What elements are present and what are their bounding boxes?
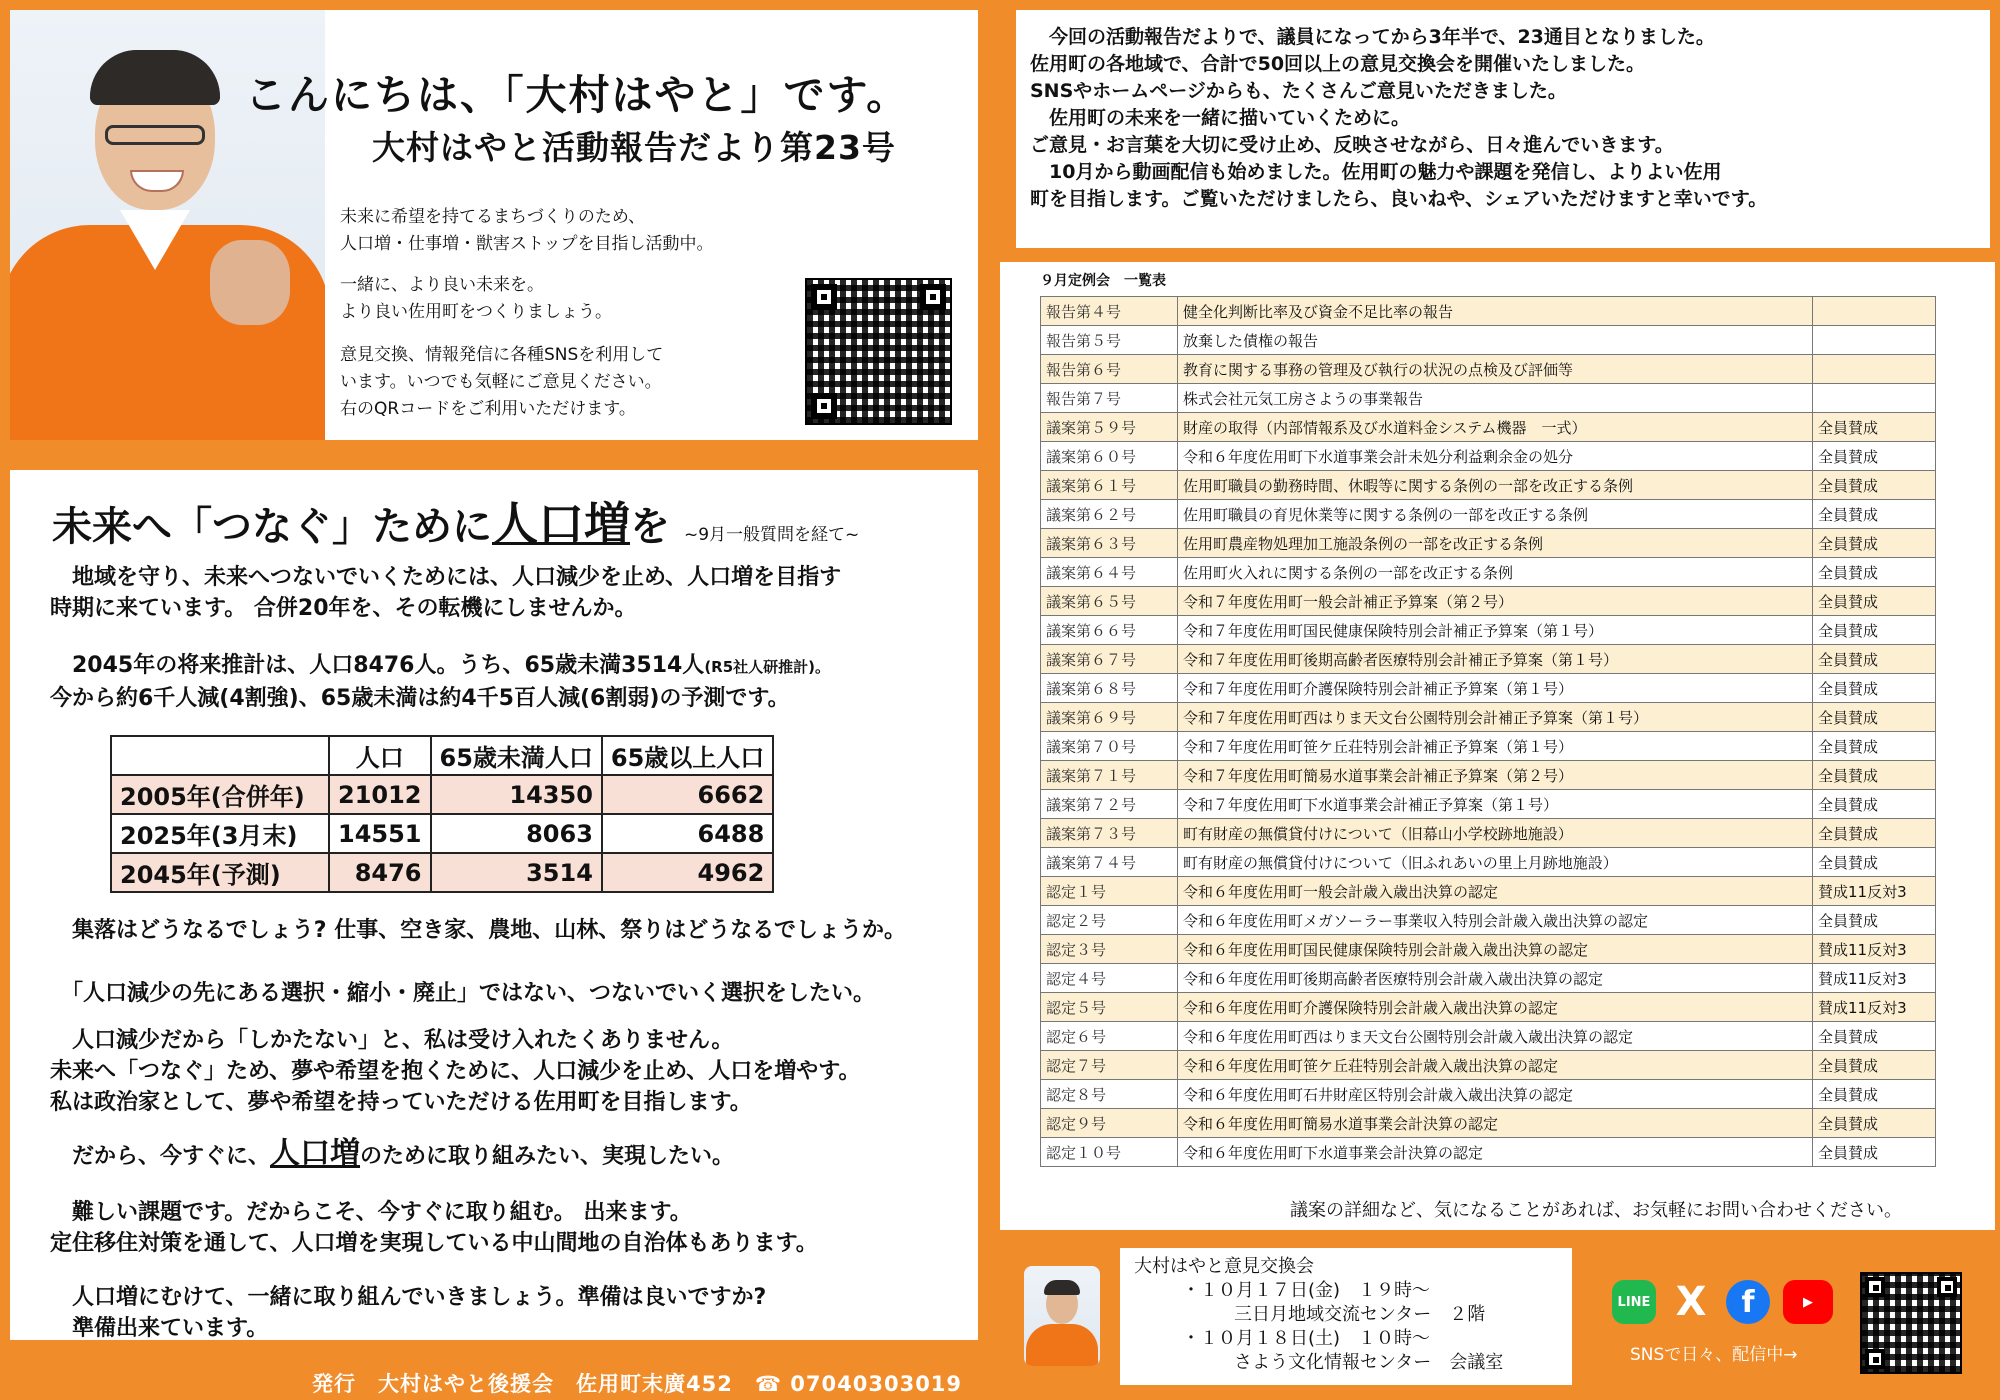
line-icon[interactable]: LINE <box>1612 1280 1656 1324</box>
agenda-item-title: 令和６年度佐用町一般会計歳入歳出決算の認定 <box>1178 877 1813 906</box>
agenda-item-title: 令和７年度佐用町介護保険特別会計補正予算案（第１号） <box>1178 674 1813 703</box>
agenda-item-title: 令和６年度佐用町後期高齢者医療特別会計歳入歳出決算の認定 <box>1178 964 1813 993</box>
agenda-item-result <box>1813 297 1936 326</box>
article-paragraph: 難しい課題です。だからこそ、今すぐに取り組む。 出来ます。 定住移住対策を通して、人口増を実現している中山間地の自治体もあります。 <box>50 1200 818 1256</box>
agenda-item-number: 認定７号 <box>1041 1051 1178 1080</box>
agenda-item-result: 全員賛成 <box>1813 674 1936 703</box>
agenda-item-result: 全員賛成 <box>1813 442 1936 471</box>
agenda-item-number: 認定９号 <box>1041 1109 1178 1138</box>
agenda-row <box>1041 645 1936 674</box>
agenda-item-title: 財産の取得（内部情報系及び水道料金システム機器 一式） <box>1178 413 1813 442</box>
agenda-item-number: 議案第６８号 <box>1041 674 1178 703</box>
agenda-item-number: 議案第７０号 <box>1041 732 1178 761</box>
x-icon[interactable]: X <box>1675 1279 1707 1325</box>
agenda-row <box>1041 558 1936 587</box>
agenda-item-title: 令和６年度佐用町下水道事業会計決算の認定 <box>1178 1138 1813 1167</box>
qr-code-icon[interactable] <box>805 278 952 425</box>
agenda-row <box>1041 1051 1936 1080</box>
agenda-item-title: 令和７年度佐用町下水道事業会計補正予算案（第１号） <box>1178 790 1813 819</box>
agenda-row <box>1041 1138 1936 1167</box>
agenda-item-number: 報告第５号 <box>1041 326 1178 355</box>
agenda-item-result: 全員賛成 <box>1813 471 1936 500</box>
agenda-row <box>1041 1080 1936 1109</box>
greeting-text-1: 未来に希望を持てるまちづくりのため、 人口増・仕事増・獣害ストップを目指し活動中。 <box>340 207 714 254</box>
footer-publisher: 発行 大村はやと後援会 佐用町末廣452 ☎ 07040303019 <box>312 1372 963 1396</box>
agenda-item-number: 認定４号 <box>1041 964 1178 993</box>
agenda-row <box>1041 674 1936 703</box>
agenda-item-result: 全員賛成 <box>1813 906 1936 935</box>
agenda-item-number: 認定２号 <box>1041 906 1178 935</box>
agenda-item-result: 全員賛成 <box>1813 616 1936 645</box>
agenda-item-title: 令和６年度佐用町介護保険特別会計歳入歳出決算の認定 <box>1178 993 1813 1022</box>
agenda-item-title: 令和７年度佐用町笹ケ丘荘特別会計補正予算案（第１号） <box>1178 732 1813 761</box>
agenda-item-result <box>1813 355 1936 384</box>
agenda-item-result: 賛成11反対3 <box>1813 993 1936 1022</box>
event-date-1: ・１０月１７日(金) １９時～ <box>1182 1280 1431 1301</box>
agenda-item-result: 全員賛成 <box>1813 761 1936 790</box>
agenda-item-number: 認定１０号 <box>1041 1138 1178 1167</box>
agenda-panel <box>1000 262 1995 1230</box>
agenda-item-result: 全員賛成 <box>1813 848 1936 877</box>
agenda-item-result: 賛成11反対3 <box>1813 935 1936 964</box>
agenda-row <box>1041 703 1936 732</box>
population-table <box>110 735 774 893</box>
greeting-text-2: 一緒に、より良い未来を。 より良い佐用町をつくりましょう。 <box>340 275 612 322</box>
agenda-item-result: 全員賛成 <box>1813 703 1936 732</box>
agenda-item-title: 町有財産の無償貸付けについて（旧ふれあいの里上月跡地施設） <box>1178 848 1813 877</box>
agenda-item-number: 報告第６号 <box>1041 355 1178 384</box>
agenda-item-title: 令和７年度佐用町西はりま天文台公園特別会計補正予算案（第１号） <box>1178 703 1813 732</box>
agenda-item-title: 健全化判断比率及び資金不足比率の報告 <box>1178 297 1813 326</box>
event-title: 大村はやと意見交換会 <box>1134 1256 1314 1277</box>
article-panel <box>10 470 978 1340</box>
agenda-item-title: 令和７年度佐用町一般会計補正予算案（第２号） <box>1178 587 1813 616</box>
article-paragraph: だから、今すぐに、人口増のために取り組みたい、実現したい。 <box>50 1136 735 1171</box>
agenda-row <box>1041 326 1936 355</box>
agenda-row <box>1041 1022 1936 1051</box>
agenda-item-title: 令和７年度佐用町後期高齢者医療特別会計補正予算案（第１号） <box>1178 645 1813 674</box>
greeting-text-3: 意見交換、情報発信に各種SNSを利用して います。いつでも気軽にご意見ください。 右のQRコードをご利用いただけます。 <box>340 345 664 419</box>
agenda-row <box>1041 906 1936 935</box>
event-panel <box>1120 1248 1572 1385</box>
agenda-item-number: 報告第７号 <box>1041 384 1178 413</box>
agenda-row <box>1041 442 1936 471</box>
agenda-item-number: 認定５号 <box>1041 993 1178 1022</box>
agenda-item-title: 令和６年度佐用町下水道事業会計未処分利益剰余金の処分 <box>1178 442 1813 471</box>
article-paragraph: 「人口減少の先にある選択・縮小・廃止」ではない、つないでいく選択をしたい。 <box>50 981 876 1006</box>
agenda-item-title: 教育に関する事務の管理及び執行の状況の点検及び評価等 <box>1178 355 1813 384</box>
event-venue-2: さよう文化情報センター 会議室 <box>1234 1352 1504 1373</box>
agenda-item-number: 議案第６４号 <box>1041 558 1178 587</box>
agenda-item-number: 認定６号 <box>1041 1022 1178 1051</box>
agenda-item-number: 議案第６２号 <box>1041 500 1178 529</box>
agenda-item-number: 議案第６５号 <box>1041 587 1178 616</box>
agenda-item-result: 全員賛成 <box>1813 500 1936 529</box>
table-header: 65歳未満人口 <box>431 736 602 775</box>
agenda-row <box>1041 500 1936 529</box>
agenda-row <box>1041 819 1936 848</box>
table-header: 人口 <box>329 736 431 775</box>
agenda-item-number: 議案第６０号 <box>1041 442 1178 471</box>
agenda-item-number: 議案第７１号 <box>1041 761 1178 790</box>
agenda-item-number: 認定８号 <box>1041 1080 1178 1109</box>
sns-qr-code-icon[interactable] <box>1860 1272 1962 1374</box>
agenda-item-result <box>1813 384 1936 413</box>
candidate-thumbnail <box>1024 1266 1100 1366</box>
agenda-item-result: 全員賛成 <box>1813 1022 1936 1051</box>
agenda-item-number: 議案第６１号 <box>1041 471 1178 500</box>
agenda-item-result: 全員賛成 <box>1813 732 1936 761</box>
agenda-item-result <box>1813 326 1936 355</box>
agenda-item-title: 佐用町火入れに関する条例の一部を改正する条例 <box>1178 558 1813 587</box>
agenda-item-number: 報告第４号 <box>1041 297 1178 326</box>
greeting-panel <box>10 10 978 440</box>
youtube-icon[interactable]: ▶ <box>1783 1280 1833 1324</box>
agenda-row <box>1041 413 1936 442</box>
agenda-item-title: 令和６年度佐用町笹ケ丘荘特別会計歳入歳出決算の認定 <box>1178 1051 1813 1080</box>
message-panel <box>1016 10 1990 248</box>
newsletter-subtitle: 大村はやと活動報告だより第23号 <box>372 128 896 167</box>
agenda-row <box>1041 848 1936 877</box>
agenda-row <box>1041 384 1936 413</box>
agenda-row <box>1041 1109 1936 1138</box>
agenda-row <box>1041 790 1936 819</box>
sns-caption: SNSで日々、配信中→ <box>1630 1345 1798 1365</box>
agenda-item-number: 議案第６７号 <box>1041 645 1178 674</box>
agenda-row <box>1041 877 1936 906</box>
agenda-item-title: 株式会社元気工房さようの事業報告 <box>1178 384 1813 413</box>
article-paragraph: 人口減少だから「しかたない」と、私は受け入れたくありません。 未来へ「つなぐ」ため、夢や希望を抱くために、人口減少を止め、人口を増やす。 私は政治家として、夢や希望を持っていただける佐用町を目指します。 <box>50 1028 861 1115</box>
agenda-item-number: 認定１号 <box>1041 877 1178 906</box>
agenda-item-result: 全員賛成 <box>1813 1051 1936 1080</box>
agenda-item-result: 全員賛成 <box>1813 819 1936 848</box>
agenda-item-number: 議案第７２号 <box>1041 790 1178 819</box>
article-paragraph: 集落はどうなるでしょう? 仕事、空き家、農地、山林、祭りはどうなるでしょうか。 <box>50 918 906 943</box>
greeting-title: こんにちは、「大村はやと」です。 <box>245 71 910 119</box>
agenda-item-title: 令和６年度佐用町国民健康保険特別会計歳入歳出決算の認定 <box>1178 935 1813 964</box>
agenda-item-result: 全員賛成 <box>1813 558 1936 587</box>
event-venue-1: 三日月地域交流センター ２階 <box>1234 1304 1486 1325</box>
article-paragraph: 地域を守り、未来へつないでいくためには、人口減少を止め、人口増を目指す 時期に来ています。 合併20年を、その転機にしませんか。 <box>50 565 842 621</box>
agenda-item-number: 議案第６９号 <box>1041 703 1178 732</box>
agenda-item-result: 賛成11反対3 <box>1813 964 1936 993</box>
table-row: 2045年(予測) 8476 3514 4962 <box>111 853 773 892</box>
agenda-item-number: 認定３号 <box>1041 935 1178 964</box>
agenda-row <box>1041 616 1936 645</box>
table-row: 2025年(3月末) 14551 8063 6488 <box>111 814 773 853</box>
agenda-item-result: 賛成11反対3 <box>1813 877 1936 906</box>
agenda-row <box>1041 471 1936 500</box>
agenda-row <box>1041 761 1936 790</box>
agenda-item-number: 議案第５９号 <box>1041 413 1178 442</box>
agenda-item-result: 全員賛成 <box>1813 1138 1936 1167</box>
table-header <box>111 736 329 775</box>
agenda-item-title: 令和６年度佐用町簡易水道事業会計決算の認定 <box>1178 1109 1813 1138</box>
article-title: 未来へ「つなぐ」ために人口増を ~9月一般質問を経て~ <box>52 497 860 551</box>
agenda-item-result: 全員賛成 <box>1813 529 1936 558</box>
agenda-item-number: 議案第６３号 <box>1041 529 1178 558</box>
agenda-item-title: 令和７年度佐用町簡易水道事業会計補正予算案（第２号） <box>1178 761 1813 790</box>
agenda-item-result: 全員賛成 <box>1813 645 1936 674</box>
article-paragraph: 2045年の将来推計は、人口8476人。うち、65歳未満3514人(R5社人研推計)。 今から約6千人減(4割強)、65歳未満は約4千5百人減(6割弱)の予測です。 <box>50 653 831 711</box>
agenda-item-result: 全員賛成 <box>1813 1109 1936 1138</box>
agenda-item-title: 町有財産の無償貸付けについて（旧幕山小学校跡地施設） <box>1178 819 1813 848</box>
event-date-2: ・１０月１８日(土) １０時～ <box>1182 1328 1431 1349</box>
agenda-item-number: 議案第６６号 <box>1041 616 1178 645</box>
agenda-item-result: 全員賛成 <box>1813 413 1936 442</box>
agenda-item-title: 佐用町職員の育児休業等に関する条例の一部を改正する条例 <box>1178 500 1813 529</box>
agenda-caption: ９月定例会 一覧表 <box>1040 273 1166 289</box>
agenda-table <box>1040 296 1936 1167</box>
article-paragraph: 人口増にむけて、一緒に取り組んでいきましょう。準備は良いですか? 準備出来ています。 <box>50 1285 767 1340</box>
agenda-note: 議案の詳細など、気になることがあれば、お気軽にお問い合わせください。 <box>1290 1200 1902 1221</box>
agenda-item-number: 議案第７３号 <box>1041 819 1178 848</box>
message-text: 今回の活動報告だよりで、議員になってから3年半で、23通目となりました。 佐用町の各地域で、合計で50回以上の意見交換会を開催いたしました。 SNSやホームページからも、たくさんご意見いただきました。 佐用町の未来を一緒に描いていくために。 ご意見・お言葉を大切に受け止め、反映させながら、日々進んでいきます。 10月から動画配信も始めました。佐用町の魅力や課題を発信し、よりよい佐用 町を目指します。ご覧いただけましたら、良いねや、シェアいただけますと幸いです。 <box>1030 26 1768 210</box>
agenda-row <box>1041 935 1936 964</box>
agenda-item-title: 令和６年度佐用町石井財産区特別会計歳入歳出決算の認定 <box>1178 1080 1813 1109</box>
agenda-item-result: 全員賛成 <box>1813 587 1936 616</box>
agenda-row <box>1041 732 1936 761</box>
agenda-row <box>1041 297 1936 326</box>
agenda-row <box>1041 355 1936 384</box>
agenda-item-number: 議案第７４号 <box>1041 848 1178 877</box>
agenda-item-title: 佐用町職員の勤務時間、休暇等に関する条例の一部を改正する条例 <box>1178 471 1813 500</box>
agenda-item-title: 放棄した債権の報告 <box>1178 326 1813 355</box>
agenda-item-title: 令和６年度佐用町西はりま天文台公園特別会計歳入歳出決算の認定 <box>1178 1022 1813 1051</box>
facebook-icon[interactable]: f <box>1726 1280 1770 1324</box>
table-row: 2005年(合併年) 21012 14350 6662 <box>111 775 773 814</box>
agenda-row <box>1041 587 1936 616</box>
agenda-item-title: 佐用町農産物処理加工施設条例の一部を改正する条例 <box>1178 529 1813 558</box>
table-header: 65歳以上人口 <box>602 736 773 775</box>
agenda-item-title: 令和７年度佐用町国民健康保険特別会計補正予算案（第１号） <box>1178 616 1813 645</box>
agenda-item-title: 令和６年度佐用町メガソーラー事業収入特別会計歳入歳出決算の認定 <box>1178 906 1813 935</box>
agenda-item-result: 全員賛成 <box>1813 1080 1936 1109</box>
agenda-row <box>1041 993 1936 1022</box>
agenda-row <box>1041 529 1936 558</box>
agenda-item-result: 全員賛成 <box>1813 790 1936 819</box>
agenda-row <box>1041 964 1936 993</box>
